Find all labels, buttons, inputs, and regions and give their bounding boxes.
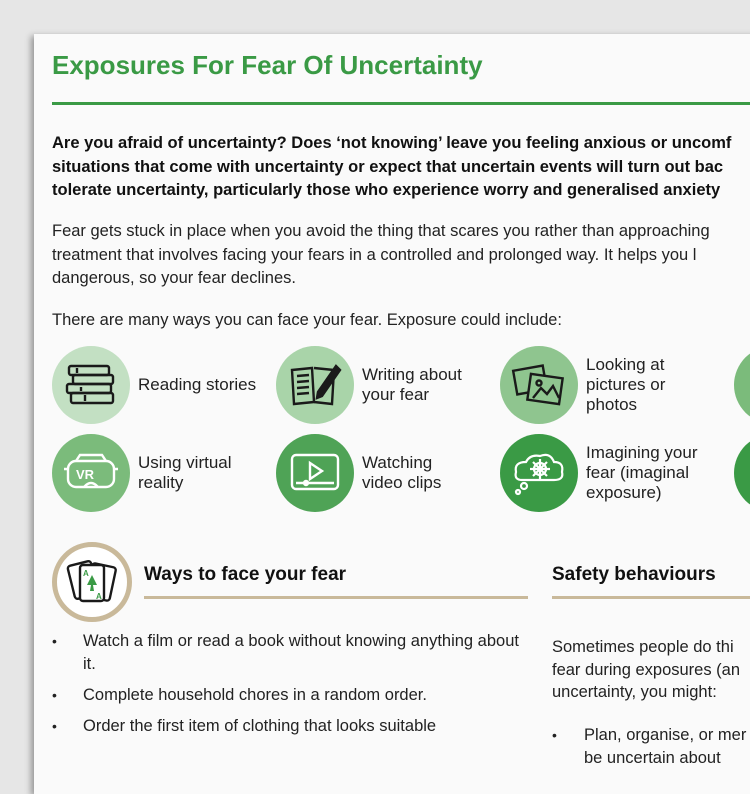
safety-line-3: uncertainty, you might: bbox=[552, 683, 717, 701]
list-item: • Complete household chores in a random order. bbox=[52, 684, 523, 707]
exposure-item-partial-2 bbox=[734, 434, 750, 512]
thought-cloud-icon bbox=[500, 434, 578, 512]
explanation-line-2: treatment that involves facing your fears in a controlled and prolonged way. It helps you l bbox=[52, 245, 697, 264]
exposure-item-writing bbox=[276, 346, 462, 424]
exposure-item-imagining bbox=[500, 434, 716, 512]
partial-icon bbox=[734, 434, 750, 512]
books-icon bbox=[52, 346, 130, 424]
exposure-item-pictures bbox=[500, 346, 686, 424]
partial-icon bbox=[734, 346, 750, 424]
svg-text:A: A bbox=[83, 569, 89, 578]
exposure-item-partial bbox=[734, 346, 750, 424]
exposure-item-video bbox=[276, 434, 462, 512]
explanation-paragraph bbox=[52, 220, 710, 291]
explanation-line-3: dangerous, so your fear declines. bbox=[52, 269, 296, 287]
notebook-pen-icon bbox=[276, 346, 354, 424]
title-underline bbox=[52, 102, 750, 105]
ways-section-title: Ways to face your fear bbox=[144, 564, 347, 585]
list-item: • Watch a film or read a book without knowing anything about it. bbox=[52, 630, 523, 676]
svg-text:VR: VR bbox=[76, 467, 95, 482]
exposure-label: Looking at pictures or photos bbox=[586, 355, 666, 414]
list-item: • Order the first item of clothing that looks suitable bbox=[52, 715, 523, 738]
safety-section-title: Safety behaviours bbox=[552, 564, 716, 585]
exposure-item-reading bbox=[52, 346, 256, 424]
intro-paragraph bbox=[52, 132, 731, 203]
intro-line-1: Are you afraid of uncertainty? Does ‘not knowing’ leave you feeling anxious or uncomf bbox=[52, 134, 732, 152]
video-player-icon bbox=[276, 434, 354, 512]
ways-list bbox=[52, 630, 523, 746]
exposure-label: Reading stories bbox=[138, 375, 257, 394]
exposure-item-vr bbox=[52, 434, 258, 512]
exposure-intro: There are many ways you can face your fear. Exposure could include: bbox=[52, 311, 562, 329]
intro-line-2: situations that come with uncertainty or expect that uncertain events will turn out bac bbox=[52, 157, 724, 176]
safety-section-rule bbox=[552, 596, 750, 599]
page-title: Exposures For Fear Of Uncertainty bbox=[52, 50, 483, 80]
svg-text:A: A bbox=[96, 592, 102, 601]
safety-list-item bbox=[552, 724, 746, 769]
exposure-label: Imagining your fear (imaginal exposure) bbox=[586, 443, 698, 502]
exposure-label: Writing about your fear bbox=[362, 365, 462, 404]
intro-line-3: tolerate uncertainty, particularly those who experience worry and generalised anxiety bbox=[52, 181, 721, 199]
photos-icon bbox=[500, 346, 578, 424]
safety-bullet-2: be uncertain about bbox=[584, 748, 721, 767]
exposure-label: Using virtual reality bbox=[138, 453, 232, 492]
explanation-line-1: Fear gets stuck in place when you avoid the thing that scares you rather than approaching bbox=[52, 222, 710, 240]
vr-headset-icon bbox=[52, 434, 130, 512]
safety-line-2: fear during exposures (an bbox=[552, 660, 741, 679]
ways-section-rule bbox=[144, 596, 528, 599]
safety-line-1: Sometimes people do thi bbox=[552, 638, 734, 656]
exposure-label: Watching video clips bbox=[362, 453, 442, 492]
worksheet-page bbox=[34, 34, 750, 794]
playing-cards-icon bbox=[52, 542, 132, 622]
safety-paragraph bbox=[552, 636, 740, 704]
safety-bullet-1: Plan, organise, or mer bbox=[584, 726, 747, 744]
